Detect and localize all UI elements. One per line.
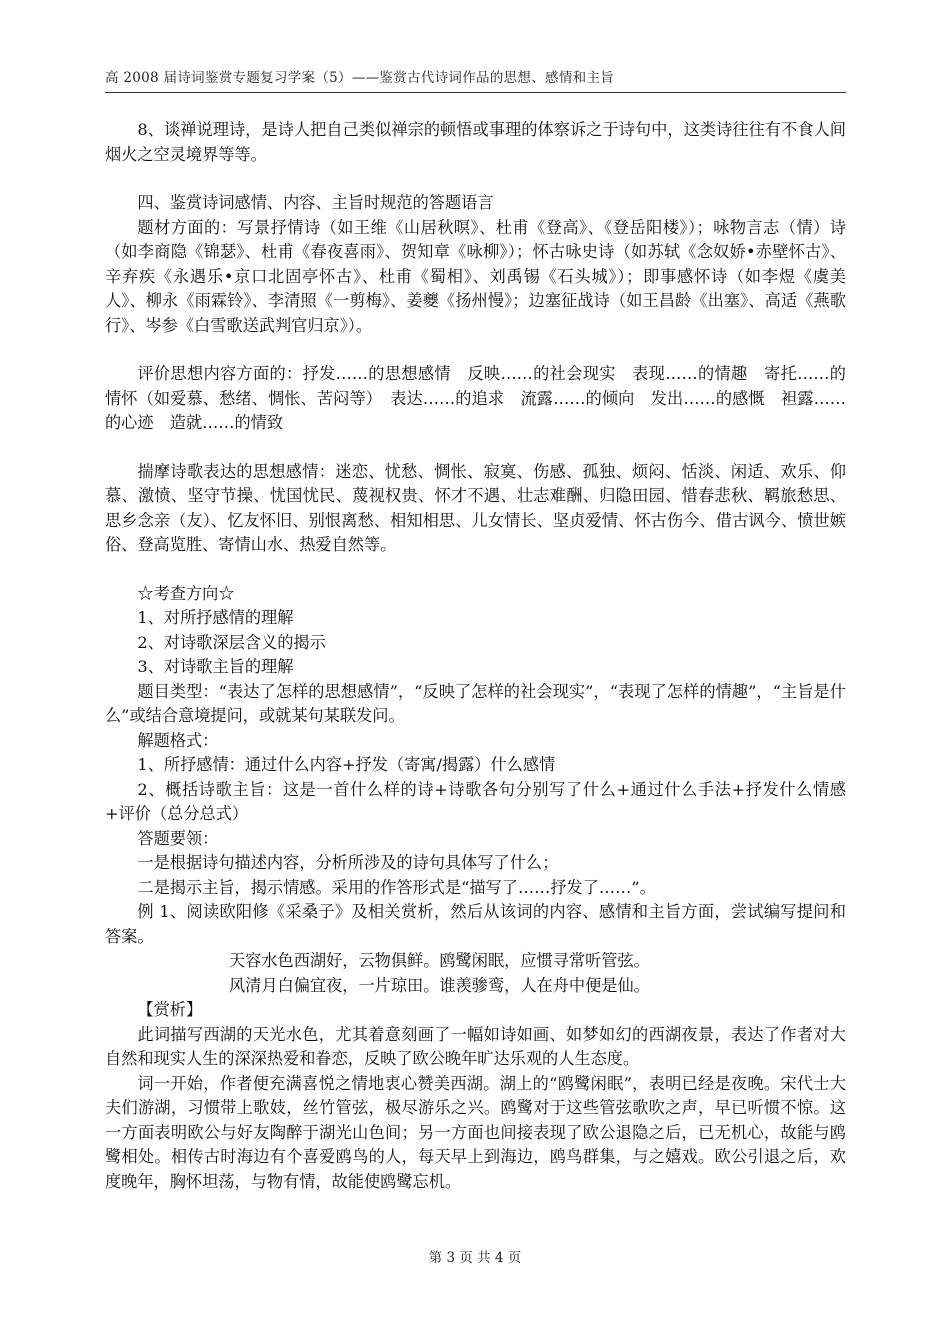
paragraph-content-evaluation: 评价思想内容方面的：抒发……的思想感情 反映……的社会现实 表现……的情趣 寄托……的情怀（如爱慕、愁绪、惆怅、苦闷等） 表达……的追求 流露……的倾向 发出……的感慨 袒露……的心迹 造就……的情致 bbox=[105, 364, 846, 432]
answer-format-1: 1、所抒感情：通过什么内容+抒发（寄寓/揭露）什么感情 bbox=[137, 755, 556, 774]
exam-direction-heading: ☆考查方向☆ bbox=[137, 583, 235, 603]
answer-tips-heading: 答题要领： bbox=[137, 828, 219, 848]
poem-line-1: 天容水色西湖好，云物俱鲜。鸥鹭闲眠，应惯寻常听管弦。 bbox=[229, 951, 650, 970]
question-types: 题目类型：“表达了怎样的思想感情”，“反映了怎样的社会现实”，“表现了怎样的情趣”，“主旨是什么”或结合意境提问，或就某句某联发问。 bbox=[105, 681, 846, 725]
paragraph-emotions: 揣摩诗歌表达的思想感情：迷恋、忧愁、惆怅、寂寞、伤感、孤独、烦闷、恬淡、闲适、欢乐、仰慕、激愤、坚守节操、忧国忧民、蔑视权贵、怀才不遇、壮志难酬、归隐田园、惜春悲秋、羁旅愁思、思乡念亲（友）、忆友怀旧、别恨离愁、相知相思、儿女情长、坚贞爱情、怀古伤今、借古讽今、愤世嫉俗、登高览胜、寄情山水、热爱自然等。 bbox=[105, 461, 846, 554]
answer-tip-2: 二是揭示主旨，揭示情感。采用的作答形式是“描写了……抒发了……”。 bbox=[137, 877, 656, 897]
exam-direction-item-2: 2、对诗歌深层含义的揭示 bbox=[137, 632, 326, 652]
exam-direction-item-3: 3、对诗歌主旨的理解 bbox=[137, 657, 294, 676]
page-header: 高 2008 届诗词鉴赏专题复习学案（5）——鉴赏古代诗词作品的思想、感情和主旨 bbox=[105, 66, 846, 93]
exam-direction-item-1: 1、对所抒感情的理解 bbox=[137, 608, 294, 627]
appreciation-paragraph-1: 此词描写西湖的天光水色，尤其着意刻画了一幅如诗如画、如梦如幻的西湖夜景，表达了作者对大自然和现实人生的深深热爱和眷恋，反映了欧公晚年旷达乐观的人生态度。 bbox=[105, 1024, 846, 1068]
answer-format-2: 2、概括诗歌主旨：这是一首什么样的诗+诗歌各句分别写了什么+通过什么手法+抒发什么情感+评价（总分总式） bbox=[105, 779, 846, 823]
example-1: 例 1、阅读欧阳修《采桑子》及相关赏析，然后从该词的内容、感情和主旨方面，尝试编写提问和答案。 bbox=[105, 902, 846, 946]
answer-tip-1: 一是根据诗句描述内容，分析所涉及的诗句具体写了什么； bbox=[137, 853, 559, 872]
paragraph-zen-poetry: 8、谈禅说理诗，是诗人把自己类似禅宗的顿悟或事理的体察诉之于诗句中，这类诗往往有不食人间烟火之空灵境界等等。 bbox=[105, 120, 846, 164]
page-footer: 第 3 页 共 4 页 bbox=[428, 1250, 522, 1266]
answer-format-heading: 解题格式： bbox=[137, 730, 219, 750]
appreciation-heading: 【赏析】 bbox=[137, 1000, 203, 1019]
appreciation-paragraph-2: 词一开始，作者便充满喜悦之情地衷心赞美西湖。湖上的“鸥鹭闲眠”，表明已经是夜晚。宋代士大夫们游湖，习惯带上歌妓，丝竹管弦，极尽游乐之兴。鸥鹭对于这些管弦歌吹之声，早已听惯不惊。这一方面表明欧公与好友陶醉于湖光山色间；另一方面也间接表现了欧公退隐之后，已无机心，故能与鸥鹭相处。相传古时海边有个喜爱鸥鸟的人，每天早上到海边，鸥鸟群集，与之嬉戏。欧公引退之后，欢度晚年，胸怀坦荡，与物有情，故能使鸥鹭忘机。 bbox=[105, 1073, 846, 1191]
document-body bbox=[105, 118, 846, 1194]
paragraph-subject-matter: 题材方面的：写景抒情诗（如王维《山居秋暝》、杜甫《登高》、《登岳阳楼》）；咏物言志（情）诗（如李商隐《锦瑟》、杜甫《春夜喜雨》、贺知章《咏柳》）；怀古咏史诗（如苏轼《念奴娇•赤壁怀古》、辛弃疾《永遇乐•京口北固亭怀古》、杜甫《蜀相》、刘禹锡《石头城》）；即事感怀诗（如李煜《虞美人》、柳永《雨霖铃》、李清照《一剪梅》、姜夔《扬州慢》；边塞征战诗（如王昌龄《出塞》、高适《燕歌行》、岑参《白雪歌送武判官归京》）。 bbox=[105, 217, 846, 335]
section-heading-4: 四、鉴赏诗词感情、内容、主旨时规范的答题语言 bbox=[137, 193, 494, 212]
poem-line-2: 风清月白偏宜夜，一片琼田。谁羡骖鸾，人在舟中便是仙。 bbox=[229, 975, 650, 995]
